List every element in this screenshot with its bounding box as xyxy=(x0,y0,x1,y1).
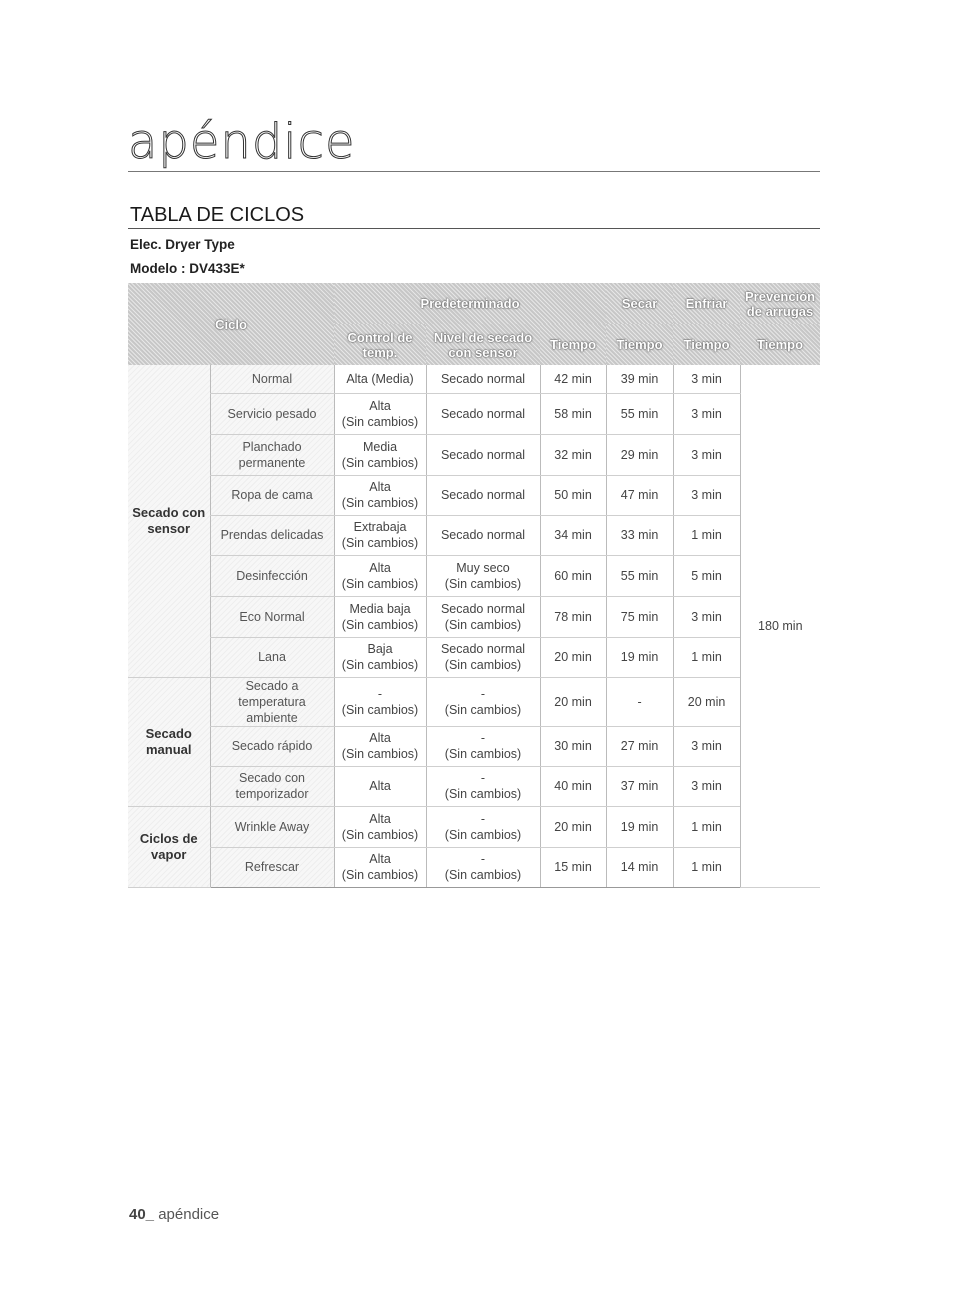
cool-time-cell: 3 min xyxy=(673,475,740,515)
level-value: Secado normal xyxy=(440,528,526,542)
cool-time-cell: 3 min xyxy=(673,726,740,766)
time-cell: 42 min xyxy=(540,365,606,393)
level-cell xyxy=(426,555,540,596)
temp-value: Alta (Media) xyxy=(346,371,414,386)
cool-time-cell: 3 min xyxy=(673,393,740,434)
temp-value: Media baja xyxy=(349,601,411,616)
chapter-divider xyxy=(128,171,820,172)
cool-time-cell: 3 min xyxy=(673,434,740,475)
table-row xyxy=(128,677,820,726)
cycle-table xyxy=(128,283,820,888)
time-cell: 40 min xyxy=(540,766,606,806)
cycle-name: Ropa de cama xyxy=(210,475,334,515)
level-note: (Sin cambios) xyxy=(444,747,522,761)
cycle-name: Planchado permanente xyxy=(210,434,334,475)
time-cell: 34 min xyxy=(540,515,606,555)
header-tiempo: Tiempo xyxy=(540,324,606,365)
level-note: (Sin cambios) xyxy=(444,702,522,717)
level-cell xyxy=(426,393,540,434)
temp-value: Alta xyxy=(369,779,391,793)
cycle-name: Desinfección xyxy=(210,555,334,596)
cool-time-cell: 20 min xyxy=(673,677,740,726)
level-note: (Sin cambios) xyxy=(444,787,522,801)
level-value: - xyxy=(480,771,486,785)
time-cell: 50 min xyxy=(540,475,606,515)
time-cell: 15 min xyxy=(540,847,606,887)
level-value: - xyxy=(480,731,486,745)
temp-note: (Sin cambios) xyxy=(341,536,419,550)
chapter-title: apéndice xyxy=(128,114,356,170)
table-row xyxy=(128,806,820,847)
table-row xyxy=(128,365,820,393)
temp-note: (Sin cambios) xyxy=(341,868,419,882)
group-label-sensor: Secado con sensor xyxy=(128,365,210,677)
level-cell xyxy=(426,726,540,766)
temp-cell xyxy=(334,806,426,847)
dry-time-cell: - xyxy=(606,677,673,726)
page-number: 40_ xyxy=(129,1206,155,1223)
cycle-name: Servicio pesado xyxy=(210,393,334,434)
level-cell xyxy=(426,637,540,677)
level-value: Secado normal xyxy=(440,601,526,616)
level-value: - xyxy=(480,811,486,826)
time-cell: 30 min xyxy=(540,726,606,766)
temp-cell xyxy=(334,365,426,393)
cycle-name: Wrinkle Away xyxy=(210,806,334,847)
level-cell xyxy=(426,596,540,637)
time-cell: 58 min xyxy=(540,393,606,434)
level-cell xyxy=(426,677,540,726)
dry-time-cell: 39 min xyxy=(606,365,673,393)
temp-value: Alta xyxy=(369,398,391,413)
temp-note: (Sin cambios) xyxy=(341,827,419,842)
level-note: (Sin cambios) xyxy=(444,576,522,591)
dry-time-cell: 47 min xyxy=(606,475,673,515)
cycle-name: Secado con temporizador xyxy=(210,766,334,806)
temp-value: Extrabaja xyxy=(353,520,407,534)
cool-time-cell: 3 min xyxy=(673,365,740,393)
header-enfriar-tiempo: Tiempo xyxy=(673,324,740,365)
cool-time-cell: 1 min xyxy=(673,847,740,887)
cycle-name: Secado a temperatura ambiente xyxy=(210,677,334,726)
table-row xyxy=(128,434,820,475)
temp-cell xyxy=(334,393,426,434)
temp-cell xyxy=(334,475,426,515)
time-cell: 20 min xyxy=(540,637,606,677)
level-value: - xyxy=(480,852,486,866)
table-row xyxy=(128,555,820,596)
level-note: (Sin cambios) xyxy=(444,868,522,882)
temp-cell xyxy=(334,637,426,677)
temp-note: (Sin cambios) xyxy=(341,617,419,632)
temp-note: (Sin cambios) xyxy=(341,747,419,761)
temp-cell xyxy=(334,515,426,555)
page-footer xyxy=(129,1206,219,1223)
header-prevencion-arrugas: Prevención de arrugas xyxy=(740,283,820,324)
level-cell xyxy=(426,365,540,393)
cycle-name: Lana xyxy=(210,637,334,677)
temp-value: Media xyxy=(362,439,398,454)
dry-time-cell: 55 min xyxy=(606,555,673,596)
temp-cell xyxy=(334,726,426,766)
level-cell xyxy=(426,806,540,847)
level-value: Secado normal xyxy=(440,447,526,462)
section-divider xyxy=(128,228,820,229)
header-ciclo: Ciclo xyxy=(128,283,334,365)
temp-cell xyxy=(334,847,426,887)
header-predeterminado: Predeterminado xyxy=(334,283,606,324)
temp-value: Alta xyxy=(369,811,391,826)
temp-value: Alta xyxy=(369,852,391,866)
dry-time-cell: 19 min xyxy=(606,637,673,677)
cool-time-cell: 1 min xyxy=(673,515,740,555)
temp-value: Baja xyxy=(367,642,393,656)
temp-value: - xyxy=(377,686,383,701)
temp-note: (Sin cambios) xyxy=(341,658,419,672)
group-label-manual: Secado manual xyxy=(128,677,210,806)
temp-value: Alta xyxy=(369,731,391,745)
level-cell xyxy=(426,515,540,555)
level-note: (Sin cambios) xyxy=(444,827,522,842)
cool-time-cell: 3 min xyxy=(673,766,740,806)
level-cell xyxy=(426,847,540,887)
cycle-name: Normal xyxy=(210,365,334,393)
table-row xyxy=(128,596,820,637)
dry-time-cell: 75 min xyxy=(606,596,673,637)
cycle-table-body xyxy=(128,365,820,887)
level-note: (Sin cambios) xyxy=(444,658,522,672)
level-value: - xyxy=(480,686,486,701)
level-value: Secado normal xyxy=(440,488,526,502)
temp-note: (Sin cambios) xyxy=(341,702,419,717)
dryer-type-label: Elec. Dryer Type xyxy=(130,237,235,252)
footer-section-name: apéndice xyxy=(154,1206,220,1223)
temp-note: (Sin cambios) xyxy=(341,576,419,591)
time-cell: 20 min xyxy=(540,677,606,726)
table-row xyxy=(128,847,820,887)
table-row xyxy=(128,475,820,515)
group-label-vapor: Ciclos de vapor xyxy=(128,806,210,887)
level-cell xyxy=(426,766,540,806)
time-cell: 78 min xyxy=(540,596,606,637)
table-row xyxy=(128,393,820,434)
temp-cell xyxy=(334,677,426,726)
temp-value: Alta xyxy=(369,560,391,575)
temp-cell xyxy=(334,766,426,806)
table-row xyxy=(128,637,820,677)
dry-time-cell: 14 min xyxy=(606,847,673,887)
level-cell xyxy=(426,475,540,515)
header-secar-tiempo: Tiempo xyxy=(606,324,673,365)
level-cell xyxy=(426,434,540,475)
cool-time-cell: 5 min xyxy=(673,555,740,596)
level-value: Secado normal xyxy=(440,406,526,421)
cool-time-cell: 1 min xyxy=(673,637,740,677)
dry-time-cell: 27 min xyxy=(606,726,673,766)
temp-cell xyxy=(334,596,426,637)
cycle-name: Refrescar xyxy=(210,847,334,887)
temp-cell xyxy=(334,555,426,596)
cool-time-cell: 3 min xyxy=(673,596,740,637)
dry-time-cell: 29 min xyxy=(606,434,673,475)
level-value: Secado normal xyxy=(440,642,526,656)
temp-note: (Sin cambios) xyxy=(341,414,419,429)
level-note: (Sin cambios) xyxy=(444,617,522,632)
table-row xyxy=(128,766,820,806)
temp-note: (Sin cambios) xyxy=(341,455,419,470)
section-title: TABLA DE CICLOS xyxy=(130,204,305,226)
cycle-name: Eco Normal xyxy=(210,596,334,637)
dry-time-cell: 19 min xyxy=(606,806,673,847)
time-cell: 20 min xyxy=(540,806,606,847)
dry-time-cell: 33 min xyxy=(606,515,673,555)
table-row xyxy=(128,726,820,766)
header-secar: Secar xyxy=(606,283,673,324)
model-label: Modelo : DV433E* xyxy=(130,261,245,276)
level-value: Secado normal xyxy=(440,371,526,386)
dry-time-cell: 37 min xyxy=(606,766,673,806)
wrinkle-prevention-time: 180 min xyxy=(740,365,820,887)
table-row xyxy=(128,515,820,555)
level-value: Muy seco xyxy=(456,560,510,575)
header-nivel-secado: Nivel de secado con sensor xyxy=(426,324,540,365)
time-cell: 60 min xyxy=(540,555,606,596)
cool-time-cell: 1 min xyxy=(673,806,740,847)
temp-note: (Sin cambios) xyxy=(341,496,419,510)
dry-time-cell: 55 min xyxy=(606,393,673,434)
cycle-name: Secado rápido xyxy=(210,726,334,766)
cycle-name: Prendas delicadas xyxy=(210,515,334,555)
time-cell: 32 min xyxy=(540,434,606,475)
header-control-temp: Control de temp. xyxy=(334,324,426,365)
header-prevencion-tiempo: Tiempo xyxy=(740,324,820,365)
header-enfriar: Enfriar xyxy=(673,283,740,324)
temp-cell xyxy=(334,434,426,475)
temp-value: Alta xyxy=(369,480,391,494)
